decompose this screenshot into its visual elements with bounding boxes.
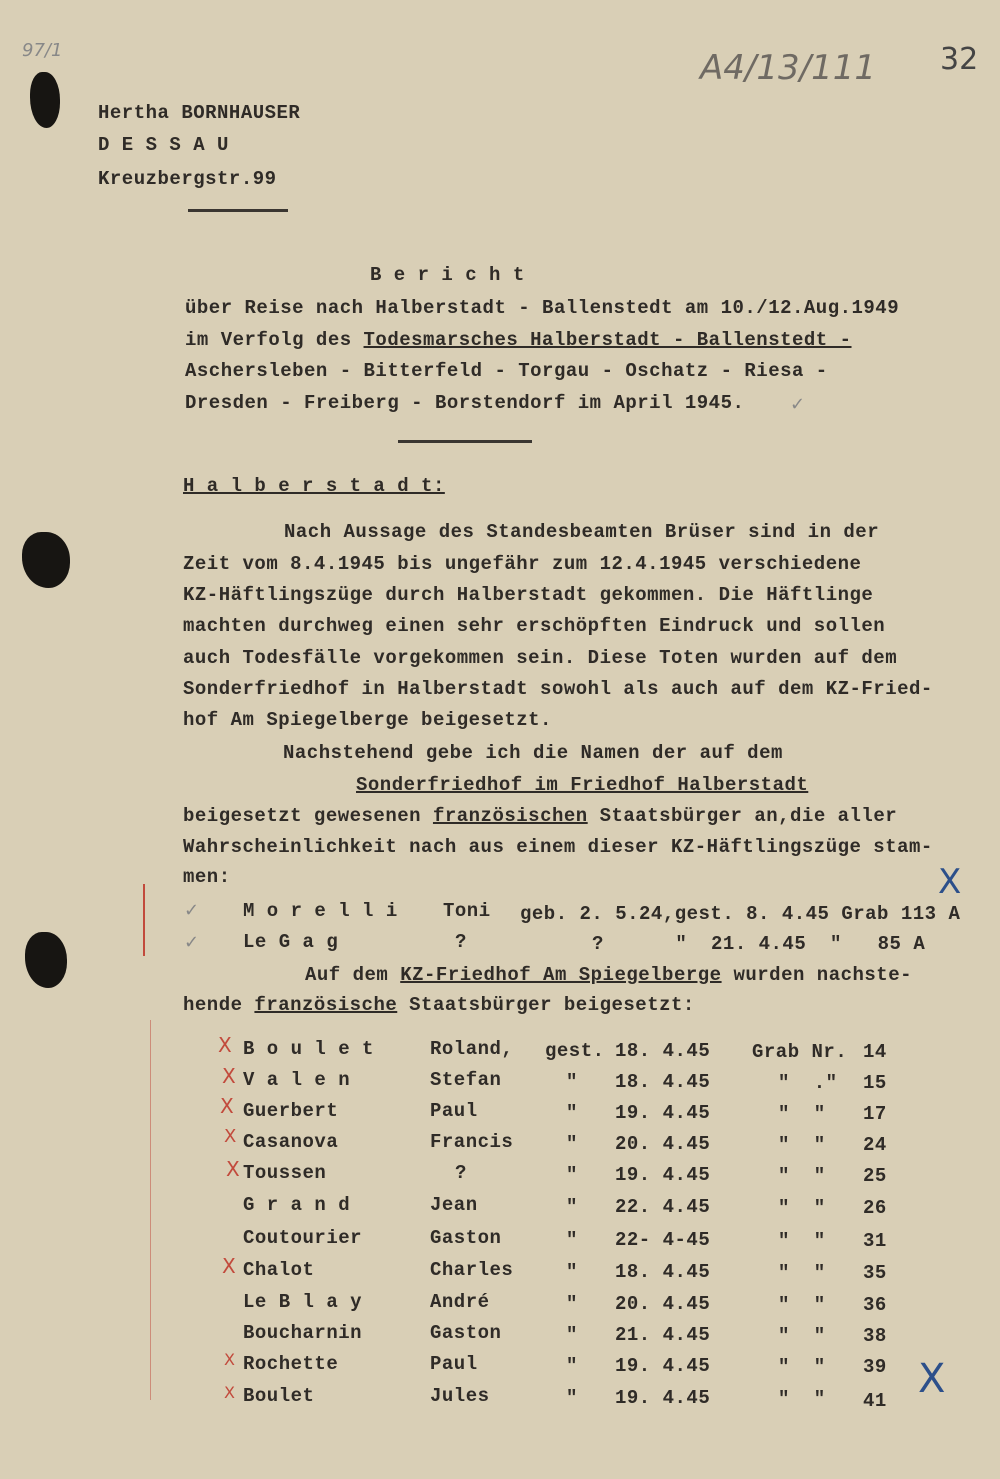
paragraph-line: men: bbox=[183, 866, 231, 888]
table-cell-nr: 41 bbox=[863, 1390, 887, 1412]
paragraph-line: machten durchweg einen sehr erschöpften Eindruck und sollen bbox=[183, 615, 886, 637]
table-cell-nr: 24 bbox=[863, 1134, 887, 1156]
sonder-row-name: M o r e l l i bbox=[243, 900, 398, 922]
blue-x-mark: X bbox=[918, 1356, 946, 1402]
table-cell-gest: " bbox=[566, 1261, 578, 1283]
table-cell-date: 18. 4.45 bbox=[615, 1071, 711, 1093]
table-cell-grab: " " bbox=[778, 1197, 826, 1219]
table-cell-name: B o u l e t bbox=[243, 1038, 374, 1060]
table-cell-grab: " " bbox=[778, 1103, 826, 1125]
table-cell-nr: 26 bbox=[863, 1197, 887, 1219]
red-x-mark: X bbox=[222, 1064, 236, 1088]
sonder-row-first: Toni bbox=[443, 900, 491, 922]
sonder-row-detail: ? " 21. 4.45 " 85 A bbox=[592, 933, 926, 955]
table-cell-nr: 38 bbox=[863, 1325, 887, 1347]
table-cell-nr: 35 bbox=[863, 1262, 887, 1284]
red-x-mark: X bbox=[224, 1126, 237, 1147]
paragraph-line: hende französische Staatsbürger beigesetzt: bbox=[183, 994, 695, 1016]
page-number: 32 bbox=[940, 42, 979, 77]
table-cell-date: 20. 4.45 bbox=[615, 1293, 711, 1315]
table-cell-first: Gaston bbox=[430, 1227, 502, 1249]
paragraph-line: Nach Aussage des Standesbeamten Brüser sind in der bbox=[284, 521, 880, 543]
title-line-4: Dresden - Freiberg - Borstendorf im April 1945. bbox=[185, 392, 745, 414]
table-cell-date: 19. 4.45 bbox=[615, 1387, 711, 1409]
table-cell-date: 19. 4.45 bbox=[615, 1355, 711, 1377]
table-cell-first: André bbox=[430, 1291, 490, 1313]
table-cell-date: 20. 4.45 bbox=[615, 1133, 711, 1155]
table-cell-name: G r a n d bbox=[243, 1194, 351, 1216]
stamp-mark: 97/1 bbox=[22, 40, 63, 61]
table-cell-nr: 17 bbox=[863, 1103, 887, 1125]
sonder-row-first: ? bbox=[455, 931, 467, 953]
table-cell-name: Casanova bbox=[243, 1131, 339, 1153]
table-cell-gest: gest. bbox=[545, 1040, 605, 1062]
table-cell-name: Boucharnin bbox=[243, 1322, 363, 1344]
table-cell-name: Coutourier bbox=[243, 1227, 363, 1249]
table-cell-date: 18. 4.45 bbox=[615, 1040, 711, 1062]
report-heading: B e r i c h t bbox=[370, 264, 525, 286]
paragraph-line: beigesetzt gewesenen französischen Staatsbürger an,die aller bbox=[183, 805, 898, 827]
paragraph-line: Wahrscheinlichkeit nach aus einem dieser KZ-Häftlingszüge stam- bbox=[183, 836, 933, 858]
table-cell-first: Gaston bbox=[430, 1322, 502, 1344]
table-cell-nr: 15 bbox=[863, 1072, 887, 1094]
table-cell-grab: " " bbox=[778, 1388, 826, 1410]
table-cell-gest: " bbox=[566, 1164, 578, 1186]
paragraph-line: Auf dem KZ-Friedhof Am Spiegelberge wurden nachste- bbox=[305, 964, 913, 986]
table-cell-date: 18. 4.45 bbox=[615, 1261, 711, 1283]
red-x-mark: X bbox=[218, 1033, 232, 1057]
red-x-mark: X bbox=[220, 1094, 234, 1118]
table-cell-name: Guerbert bbox=[243, 1100, 339, 1122]
sonder-row-name: Le G a g bbox=[243, 931, 339, 953]
sender-city: D E S S A U bbox=[98, 134, 229, 156]
table-cell-first: Jules bbox=[430, 1385, 490, 1407]
table-cell-name: Rochette bbox=[243, 1353, 339, 1375]
table-cell-name: Le B l a y bbox=[243, 1291, 363, 1313]
table-cell-grab: " " bbox=[778, 1325, 826, 1347]
paragraph-line: auch Todesfälle vorgekommen sein. Diese Toten wurden auf dem bbox=[183, 647, 898, 669]
section-heading: H a l b e r s t a d t: bbox=[183, 475, 445, 497]
table-cell-nr: 39 bbox=[863, 1356, 887, 1378]
check-mark: ✓ bbox=[184, 900, 200, 921]
punch-hole-bottom bbox=[25, 932, 67, 988]
table-cell-grab: " " bbox=[778, 1230, 826, 1252]
table-cell-first: Charles bbox=[430, 1259, 514, 1281]
check-mark: ✓ bbox=[184, 932, 200, 953]
paragraph-line: Sonderfriedhof im Friedhof Halberstadt bbox=[356, 774, 809, 796]
table-cell-gest: " bbox=[566, 1355, 578, 1377]
table-cell-gest: " bbox=[566, 1196, 578, 1218]
table-cell-first: Paul bbox=[430, 1353, 478, 1375]
table-cell-gest: " bbox=[566, 1229, 578, 1251]
title-line-3: Aschersleben - Bitterfeld - Torgau - Oschatz - Riesa - bbox=[185, 360, 828, 382]
paragraph-line: Nachstehend gebe ich die Namen der auf dem bbox=[283, 742, 783, 764]
paragraph-line: hof Am Spiegelberge beigesetzt. bbox=[183, 709, 552, 731]
table-cell-grab: " " bbox=[778, 1356, 826, 1378]
divider bbox=[398, 440, 532, 443]
table-cell-gest: " bbox=[566, 1102, 578, 1124]
table-cell-name: Chalot bbox=[243, 1259, 315, 1281]
red-x-mark: X bbox=[222, 1254, 236, 1278]
table-cell-grab: " " bbox=[778, 1134, 826, 1156]
table-cell-gest: " bbox=[566, 1324, 578, 1346]
table-cell-name: Toussen bbox=[243, 1162, 327, 1184]
table-cell-first: Francis bbox=[430, 1131, 514, 1153]
blue-x-mark: X bbox=[938, 862, 962, 902]
title-line-2: im Verfolg des Todesmarsches Halberstadt - Ballenstedt - bbox=[185, 329, 852, 351]
table-cell-date: 19. 4.45 bbox=[615, 1164, 711, 1186]
red-x-mark: X bbox=[224, 1383, 235, 1402]
divider bbox=[188, 209, 288, 212]
table-cell-grab: " " bbox=[778, 1294, 826, 1316]
punch-hole-middle bbox=[22, 532, 70, 588]
table-cell-grab: " ." bbox=[778, 1072, 838, 1094]
paragraph-line: Sonderfriedhof in Halberstadt sowohl als auch auf dem KZ-Fried- bbox=[183, 678, 933, 700]
table-cell-date: 21. 4.45 bbox=[615, 1324, 711, 1346]
table-cell-date: 22. 4.45 bbox=[615, 1196, 711, 1218]
table-cell-date: 22- 4-45 bbox=[615, 1229, 711, 1251]
table-cell-date: 19. 4.45 bbox=[615, 1102, 711, 1124]
table-cell-gest: " bbox=[566, 1133, 578, 1155]
table-cell-nr: 31 bbox=[863, 1230, 887, 1252]
title-line-1: über Reise nach Halberstadt - Ballenstedt am 10./12.Aug.1949 bbox=[185, 297, 900, 319]
table-cell-name: Boulet bbox=[243, 1385, 315, 1407]
table-cell-first: Roland, bbox=[430, 1038, 514, 1060]
table-cell-first: ? bbox=[455, 1162, 467, 1184]
table-cell-gest: " bbox=[566, 1071, 578, 1093]
table-cell-first: Paul bbox=[430, 1100, 478, 1122]
sender-name: Hertha BORNHAUSER bbox=[98, 102, 301, 124]
table-cell-first: Stefan bbox=[430, 1069, 502, 1091]
margin-line bbox=[143, 884, 145, 956]
table-cell-nr: 25 bbox=[863, 1165, 887, 1187]
table-cell-grab: Grab Nr. bbox=[752, 1041, 848, 1063]
table-cell-nr: 14 bbox=[863, 1041, 887, 1063]
table-cell-nr: 36 bbox=[863, 1294, 887, 1316]
margin-line bbox=[150, 1020, 151, 1400]
table-cell-gest: " bbox=[566, 1293, 578, 1315]
table-cell-gest: " bbox=[566, 1387, 578, 1409]
paragraph-line: Zeit vom 8.4.1945 bis ungefähr zum 12.4.1945 verschiedene bbox=[183, 553, 862, 575]
table-cell-first: Jean bbox=[430, 1194, 478, 1216]
red-x-mark: X bbox=[226, 1157, 240, 1181]
table-cell-grab: " " bbox=[778, 1262, 826, 1284]
table-cell-grab: " " bbox=[778, 1165, 826, 1187]
paragraph-line: KZ-Häftlingszüge durch Halberstadt gekommen. Die Häftlinge bbox=[183, 584, 874, 606]
table-cell-name: V a l e n bbox=[243, 1069, 351, 1091]
red-x-mark: X bbox=[224, 1350, 235, 1369]
sender-street: Kreuzbergstr.99 bbox=[98, 168, 277, 190]
archive-reference: A4/13/111 bbox=[700, 48, 876, 88]
punch-hole-top bbox=[30, 72, 60, 128]
sonder-row-detail: geb. 2. 5.24,gest. 8. 4.45 Grab 113 A bbox=[520, 903, 961, 925]
check-mark: ✓ bbox=[790, 394, 806, 415]
